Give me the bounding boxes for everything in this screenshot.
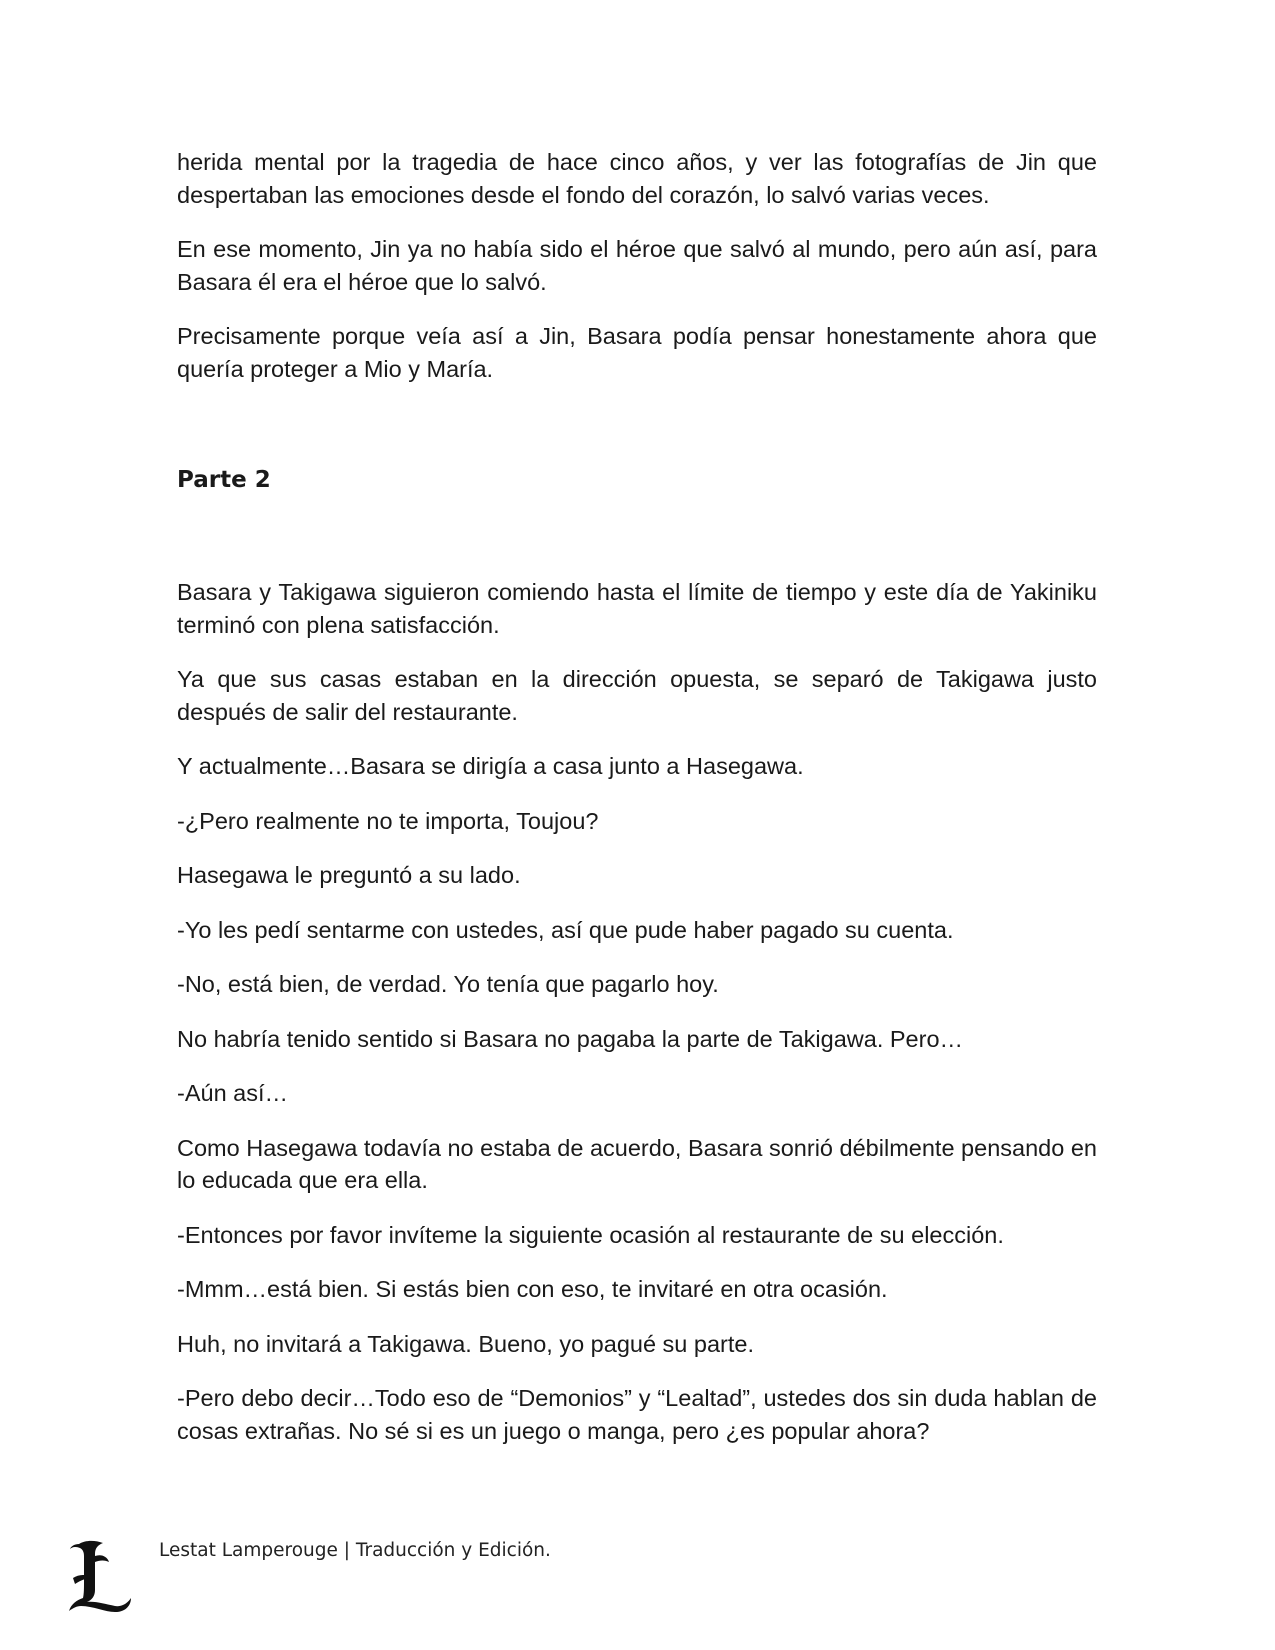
paragraph: No habría tenido sentido si Basara no pagaba la parte de Takigawa. Pero… xyxy=(177,1025,964,1052)
dialogue-line: -¿Pero realmente no te importa, Toujou? xyxy=(177,807,599,834)
dialogue-line: -Aún así… xyxy=(177,1080,289,1106)
paragraph: Como Hasegawa todavía no estaba de acuerdo, Basara sonrió débilmente pensando en lo educada que era ella. xyxy=(177,1134,1097,1193)
paragraph: En ese momento, Jin ya no había sido el héroe que salvó al mundo, pero aún así, para Basara él era el héroe que lo salvó. xyxy=(177,236,1097,295)
paragraph: herida mental por la tragedia de hace cinco años, y ver las fotografías de Jin que despertaban las emociones desde el fondo del corazón, lo salvó varias veces. xyxy=(177,149,1097,208)
paragraph: Ya que sus casas estaban en la dirección opuesta, se separó de Takigawa justo después de salir del restaurante. xyxy=(177,666,1097,725)
dialogue-line: -Entonces por favor invíteme la siguiente ocasión al restaurante de su elección. xyxy=(177,1221,1004,1248)
paragraph: Hasegawa le preguntó a su lado. xyxy=(177,862,521,888)
paragraph: Precisamente porque veía así a Jin, Basara podía pensar honestamente ahora que quería proteger a Mio y María. xyxy=(177,323,1097,382)
dialogue-line: -Yo les pedí sentarme con ustedes, así que pude haber pagado su cuenta. xyxy=(177,916,954,943)
body-text-after xyxy=(177,576,1097,1469)
dialogue-line: -No, está bien, de verdad. Yo tenía que pagarlo hoy. xyxy=(177,971,719,997)
paragraph: Y actualmente…Basara se dirigía a casa junto a Hasegawa. xyxy=(177,753,804,779)
gothic-l-logo-icon xyxy=(65,1538,135,1614)
paragraph: Basara y Takigawa siguieron comiendo hasta el límite de tiempo y este día de Yakiniku terminó con plena satisfacción. xyxy=(177,579,1097,638)
paragraph: Huh, no invitará a Takigawa. Bueno, yo pagué su parte. xyxy=(177,1330,755,1357)
dialogue-line: -Pero debo decir…Todo eso de “Demonios” y “Lealtad”, ustedes dos sin duda hablan de cosas extrañas. No sé si es un juego o manga, pero ¿es popular ahora? xyxy=(177,1385,1097,1444)
section-heading: Parte 2 xyxy=(177,467,271,493)
footer-credit: Lestat Lamperouge | Traducción y Edición. xyxy=(159,1540,551,1561)
dialogue-line: -Mmm…está bien. Si estás bien con eso, te invitaré en otra ocasión. xyxy=(177,1276,888,1302)
body-text-before xyxy=(177,146,1097,407)
page-footer xyxy=(60,1538,760,1618)
